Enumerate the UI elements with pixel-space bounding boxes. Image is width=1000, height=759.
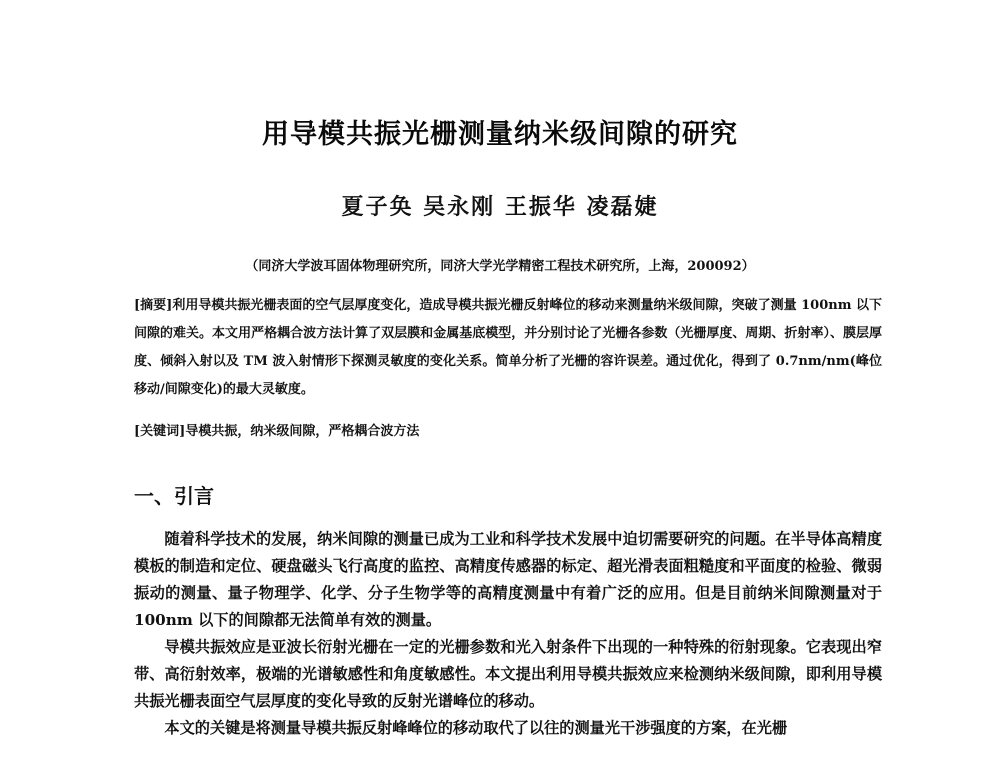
paragraph: 随着科学技术的发展，纳米间隙的测量已成为工业和科学技术发展中迫切需要研究的问题。在半导体高精度模板的制造和定位、硬盘磁头飞行高度的监控、高精度传感器的标定、超光滑表面粗糙度和平面度的检验、微弱振动的测量、量子物理学、化学、分子生物学等的高精度测量中有着广泛的应用。但是目前纳米间隙测量对于 100nm 以下的间隙都无法简单有效的测量。 — [134, 530, 882, 629]
paragraph: 本文的关键是将测量导模共振反射峰峰位的移动取代了以往的测量光干涉强度的方案，在光栅 — [164, 719, 788, 737]
paragraph: 导模共振效应是亚波长衍射光栅在一定的光栅参数和光入射条件下出现的一种特殊的衍射现象。它表现出窄带、高衍射效率，极端的光谱敏感性和角度敏感性。本文提出利用导模共振效应来检测纳米级间隙，即利用导模共振光栅表面空气层厚度的变化导致的反射光谱峰位的移动。 — [134, 638, 882, 710]
abstract-block — [134, 292, 882, 404]
keywords-block — [134, 418, 882, 446]
paper-title: 用导模共振光栅测量纳米级间隙的研究 — [262, 119, 738, 150]
abstract-label: [摘要] — [134, 298, 173, 313]
section-heading: 一、引言 — [134, 484, 214, 508]
affiliation: （同济大学波耳固体物理研究所，同济大学光学精密工程技术研究所，上海，200092） — [245, 259, 755, 274]
author-list: 夏子奂 吴永刚 王振华 凌磊婕 — [341, 194, 659, 220]
keywords-label: [关键词] — [134, 424, 186, 439]
keywords-text: 导模共振，纳米级间隙，严格耦合波方法 — [185, 424, 420, 439]
abstract-text: 利用导模共振光栅表面的空气层厚度变化，造成导模共振光栅反射峰位的移动来测量纳米级间隙，突破了测量 100nm 以下间隙的难关。本文用严格耦合波方法计算了双层膜和金属基底模型，并分别讨论了光栅各参数（光栅厚度、周期、折射率）、膜层厚度、倾斜入射以及 TM 波入射情形下探测灵敏度的变化关系。简单分析了光栅的容许误差。通过优化，得到了 0.7nm/nm(峰位移动/间隙变化)的最大灵敏度。 — [134, 298, 882, 397]
body-text — [134, 526, 882, 742]
